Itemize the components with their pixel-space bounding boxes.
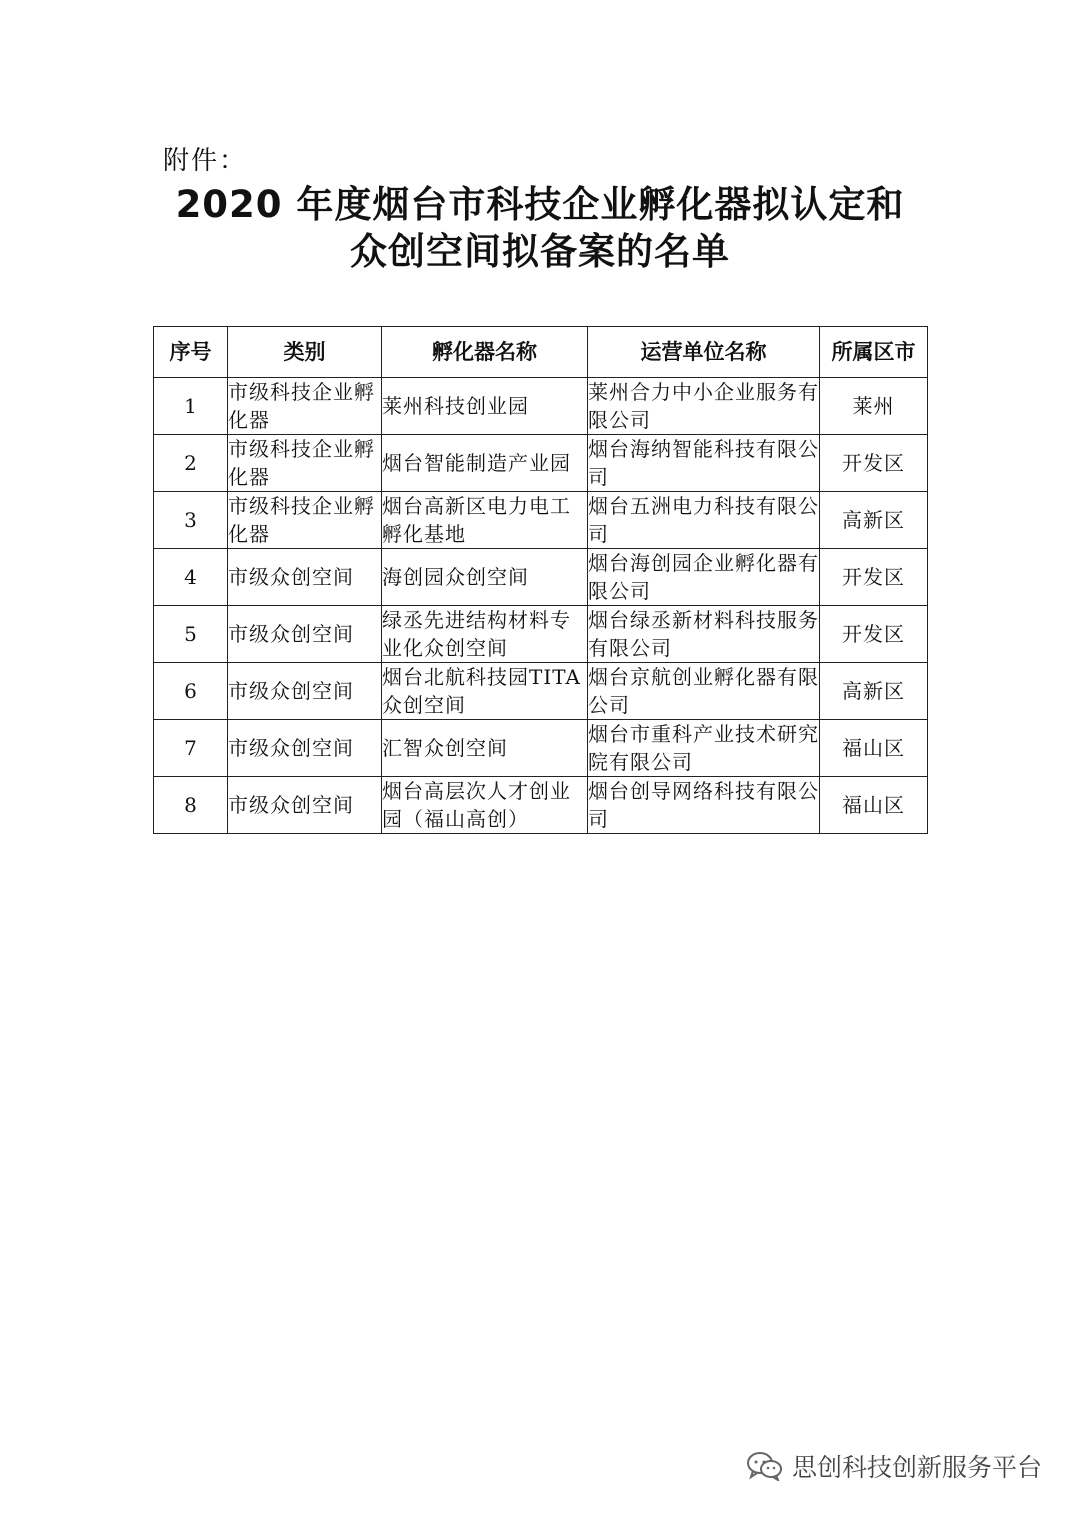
table-row bbox=[154, 777, 928, 834]
document-title-line-1: 2020 年度烟台市科技企业孵化器拟认定和 bbox=[175, 183, 905, 226]
header-district: 所属区市 bbox=[820, 327, 928, 378]
table-header-row bbox=[154, 327, 928, 378]
cell-incubator-name: 烟台智能制造产业园 bbox=[382, 435, 588, 492]
cell-incubator-name: 烟台高层次人才创业园（福山高创） bbox=[382, 777, 588, 834]
wechat-icon bbox=[746, 1451, 784, 1481]
cell-incubator-name: 绿丞先进结构材料专业化众创空间 bbox=[382, 606, 588, 663]
cell-operator-name: 烟台海纳智能科技有限公司 bbox=[588, 435, 820, 492]
cell-district: 高新区 bbox=[820, 492, 928, 549]
table-row bbox=[154, 492, 928, 549]
cell-no: 1 bbox=[154, 378, 228, 435]
cell-incubator-name: 汇智众创空间 bbox=[382, 720, 588, 777]
cell-district: 高新区 bbox=[820, 663, 928, 720]
table-row bbox=[154, 378, 928, 435]
cell-category: 市级众创空间 bbox=[228, 720, 382, 777]
watermark-footer bbox=[746, 1448, 1042, 1484]
cell-no: 4 bbox=[154, 549, 228, 606]
cell-category: 市级众创空间 bbox=[228, 777, 382, 834]
cell-incubator-name: 烟台北航科技园TITA众创空间 bbox=[382, 663, 588, 720]
watermark-text: 思创科技创新服务平台 bbox=[791, 1453, 1042, 1482]
attachment-label: 附件： bbox=[163, 146, 248, 176]
cell-category: 市级科技企业孵化器 bbox=[228, 492, 382, 549]
table-row bbox=[154, 663, 928, 720]
cell-no: 2 bbox=[154, 435, 228, 492]
cell-district: 开发区 bbox=[820, 549, 928, 606]
cell-no: 7 bbox=[154, 720, 228, 777]
table-row bbox=[154, 435, 928, 492]
header-operator-name: 运营单位名称 bbox=[588, 327, 820, 378]
cell-operator-name: 烟台创导网络科技有限公司 bbox=[588, 777, 820, 834]
cell-district: 福山区 bbox=[820, 720, 928, 777]
cell-category: 市级众创空间 bbox=[228, 606, 382, 663]
table-row bbox=[154, 606, 928, 663]
cell-operator-name: 烟台海创园企业孵化器有限公司 bbox=[588, 549, 820, 606]
cell-district: 福山区 bbox=[820, 777, 928, 834]
document-title-line-2: 众创空间拟备案的名单 bbox=[350, 230, 730, 273]
cell-district: 开发区 bbox=[820, 435, 928, 492]
header-incubator-name: 孵化器名称 bbox=[382, 327, 588, 378]
table-row bbox=[154, 720, 928, 777]
cell-incubator-name: 莱州科技创业园 bbox=[382, 378, 588, 435]
cell-operator-name: 烟台绿丞新材料科技服务有限公司 bbox=[588, 606, 820, 663]
cell-no: 8 bbox=[154, 777, 228, 834]
cell-category: 市级科技企业孵化器 bbox=[228, 378, 382, 435]
cell-operator-name: 莱州合力中小企业服务有限公司 bbox=[588, 378, 820, 435]
incubator-list-table bbox=[153, 326, 928, 834]
cell-operator-name: 烟台市重科产业技术研究院有限公司 bbox=[588, 720, 820, 777]
cell-no: 5 bbox=[154, 606, 228, 663]
cell-operator-name: 烟台京航创业孵化器有限公司 bbox=[588, 663, 820, 720]
cell-no: 3 bbox=[154, 492, 228, 549]
table-row bbox=[154, 549, 928, 606]
header-category: 类别 bbox=[228, 327, 382, 378]
cell-no: 6 bbox=[154, 663, 228, 720]
cell-district: 莱州 bbox=[820, 378, 928, 435]
header-no: 序号 bbox=[154, 327, 228, 378]
cell-district: 开发区 bbox=[820, 606, 928, 663]
cell-category: 市级科技企业孵化器 bbox=[228, 435, 382, 492]
cell-category: 市级众创空间 bbox=[228, 663, 382, 720]
cell-incubator-name: 海创园众创空间 bbox=[382, 549, 588, 606]
cell-operator-name: 烟台五洲电力科技有限公司 bbox=[588, 492, 820, 549]
cell-incubator-name: 烟台高新区电力电工孵化基地 bbox=[382, 492, 588, 549]
cell-category: 市级众创空间 bbox=[228, 549, 382, 606]
